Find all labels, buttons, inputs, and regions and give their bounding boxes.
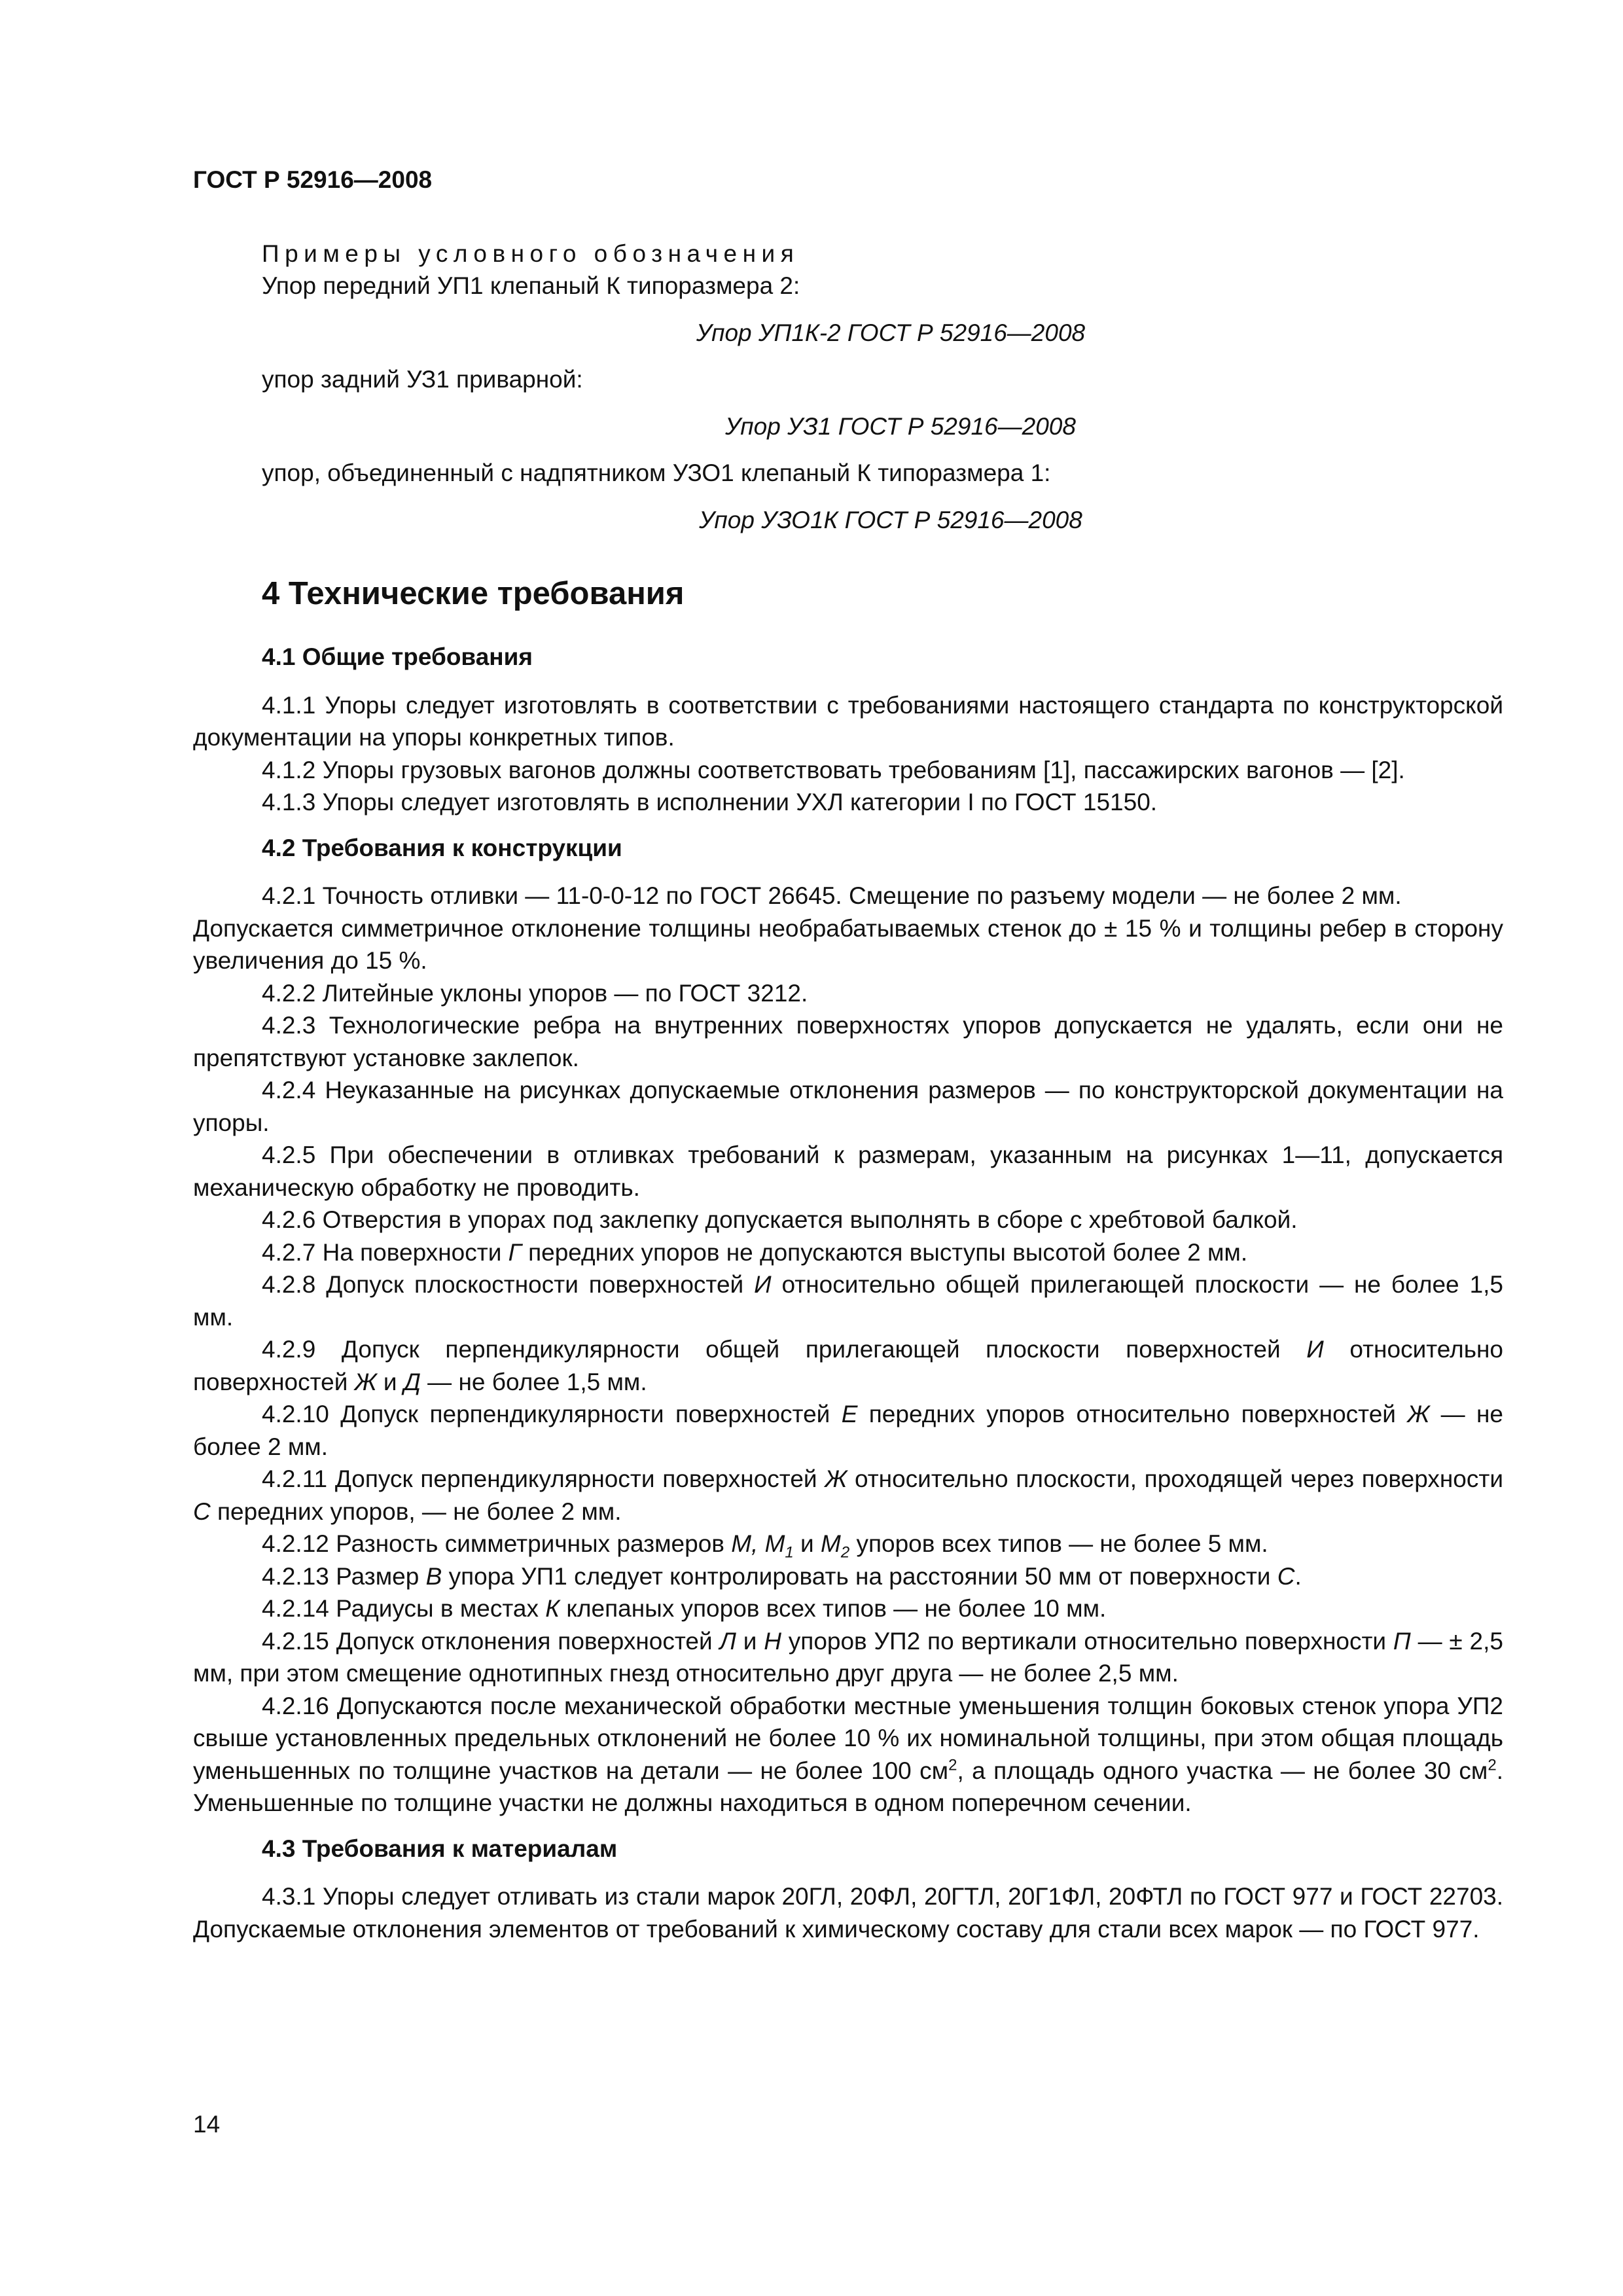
surface-symbol: Е: [841, 1401, 858, 1427]
text-run: передних упоров не допускаются выступы высотой более 2 мм.: [521, 1238, 1248, 1266]
para-4-2-4: 4.2.4 Неуказанные на рисунках допускаемые отклонения размеров — по конструкторской документации на упоры.: [193, 1077, 1503, 1136]
location-symbol: К: [545, 1595, 560, 1622]
dimension-symbol: В: [425, 1562, 442, 1590]
para-4-1-2: 4.1.2 Упоры грузовых вагонов должны соответствовать требованиям [1], пассажирских вагонов — [2].: [262, 756, 1405, 783]
section-4-3-heading: 4.3 Требования к материалам: [262, 1835, 618, 1862]
text-run: 4.2.12 Разность симметричных размеров: [262, 1530, 732, 1557]
surface-symbol: Н: [764, 1627, 781, 1655]
example-code-3: Упор УЗО1К ГОСТ Р 52916—2008: [699, 506, 1082, 533]
para-4-2-5: 4.2.5 При обеспечении в отливках требований к размерам, указанным на рисунках 1—11, допускается механическую обработку не проводить.: [193, 1141, 1503, 1201]
para-4-2-9: [193, 1333, 1503, 1398]
text-run: относительно поверхностей: [193, 1336, 1503, 1395]
text-run: передних упоров относительно поверхностей: [857, 1401, 1408, 1427]
para-4-2-10: [193, 1398, 1503, 1463]
surface-symbol: Ж: [1407, 1401, 1430, 1427]
text-run: — ± 2,5 мм, при этом смещение однотипных гнезд относительно друг друга — не более 2,5 мм.: [193, 1627, 1503, 1687]
text-run: . Уменьшенные по толщине участки не должны находиться в одном поперечном сечении.: [193, 1757, 1503, 1816]
section-4-heading: 4 Технические требования: [262, 576, 685, 611]
para-4-2-1: 4.2.1 Точность отливки — 11-0-0-12 по ГОСТ 26645. Смещение по разъему модели — не более 2 мм.: [262, 882, 1402, 909]
text-run: упора УП1 следует контролировать на расстоянии 50 мм от поверхности: [442, 1562, 1277, 1590]
para-4-2-14: [193, 1592, 1503, 1625]
para-4-2-12: [193, 1528, 1503, 1560]
surface-symbol: Ж: [354, 1368, 377, 1395]
text-run: , а площадь одного участка — не более 30 см: [957, 1757, 1488, 1784]
example-line-1: Упор передний УП1 клепаный К типоразмера 2:: [262, 272, 800, 299]
para-4-2-2: 4.2.2 Литейные уклоны упоров — по ГОСТ 3212.: [262, 979, 808, 1007]
text-run: .: [1294, 1562, 1302, 1590]
text-run: — не более 2 мм.: [193, 1401, 1504, 1460]
para-4-2-8: [193, 1268, 1503, 1333]
document-header: ГОСТ Р 52916—2008: [193, 166, 433, 193]
para-4-2-16: [193, 1690, 1503, 1820]
surface-symbol: Г: [508, 1238, 522, 1266]
subscript: 1: [785, 1543, 794, 1562]
surface-symbol: С: [1277, 1562, 1295, 1590]
text-run: 4.2.7 На поверхности: [262, 1238, 508, 1266]
superscript: 2: [1488, 1756, 1497, 1774]
section-4-2-heading: 4.2 Требования к конструкции: [262, 834, 622, 861]
example-code-1: Упор УП1К-2 ГОСТ Р 52916—2008: [696, 319, 1086, 346]
text-run: 4.2.15 Допуск отклонения поверхностей: [262, 1627, 720, 1655]
surface-symbol: С: [193, 1498, 211, 1525]
surface-symbol: И: [1306, 1336, 1324, 1363]
para-4-2-7: [193, 1236, 1503, 1269]
para-4-3-1: 4.3.1 Упоры следует отливать из стали марок 20ГЛ, 20ФЛ, 20ГТЛ, 20Г1ФЛ, 20ФТЛ по ГОСТ 977 и ГОСТ 22703. Допускаемые отклонения элементов от требований к химическому составу для стали всех марок — по ГОСТ 977.: [193, 1883, 1503, 1943]
subscript: 2: [840, 1543, 850, 1562]
text-run: относительно общей прилегающей плоскости — не более 1,5 мм.: [193, 1271, 1503, 1331]
text-run: 4.2.10 Допуск перпендикулярности поверхностей: [262, 1401, 842, 1427]
text-run: 4.2.14 Радиусы в местах: [262, 1595, 546, 1622]
text-run: 4.2.8 Допуск плоскостности поверхностей: [262, 1271, 755, 1298]
text-run: — не более 1,5 мм.: [420, 1368, 647, 1395]
para-4-2-1-note: Допускается симметричное отклонение толщины необрабатываемых стенок до ± 15 % и толщины ребер в сторону увеличения до 15 %.: [193, 914, 1503, 974]
example-code-2: Упор УЗ1 ГОСТ Р 52916—2008: [725, 412, 1076, 440]
text-run: клепаных упоров всех типов — не более 10 мм.: [560, 1595, 1107, 1622]
document-page: [193, 164, 1503, 1945]
text-run: 4.2.9 Допуск перпендикулярности общей прилегающей плоскости поверхностей: [262, 1336, 1307, 1363]
dimension-symbol: М: [821, 1530, 841, 1557]
para-4-2-13: [193, 1560, 1503, 1593]
surface-symbol: Д: [403, 1368, 421, 1395]
text-run: упоров всех типов — не более 5 мм.: [849, 1530, 1268, 1557]
surface-symbol: Ж: [825, 1465, 847, 1492]
surface-symbol: И: [754, 1271, 772, 1298]
text-run: 4.2.11 Допуск перпендикулярности поверхностей: [262, 1465, 825, 1492]
examples-title: Примеры условного обозначения: [262, 240, 800, 267]
text-run: и: [736, 1627, 764, 1655]
text-run: относительно плоскости, проходящей через поверхности: [847, 1465, 1503, 1492]
text-run: и: [793, 1530, 821, 1557]
dimension-symbol: М, М: [731, 1530, 785, 1557]
text-run: передних упоров, — не более 2 мм.: [210, 1498, 622, 1525]
para-4-2-15: [193, 1625, 1503, 1690]
para-4-1-1: 4.1.1 Упоры следует изготовлять в соответствии с требованиями настоящего стандарта по конструкторской документации на упоры конкретных типов.: [193, 691, 1503, 751]
para-4-2-3: 4.2.3 Технологические ребра на внутренних поверхностях упоров допускается не удалять, если они не препятствуют установке заклепок.: [193, 1012, 1503, 1071]
para-4-1-3: 4.1.3 Упоры следует изготовлять в исполнении УХЛ категории I по ГОСТ 15150.: [262, 789, 1158, 816]
text-run: и: [376, 1368, 404, 1395]
para-4-2-6: 4.2.6 Отверстия в упорах под заклепку допускается выполнять в сборе с хребтовой балкой.: [262, 1206, 1298, 1233]
superscript: 2: [948, 1756, 957, 1774]
example-line-3: упор, объединенный с надпятником УЗО1 клепаный К типоразмера 1:: [262, 459, 1051, 486]
page-number: 14: [193, 2111, 221, 2138]
text-run: упоров УП2 по вертикали относительно поверхности: [781, 1627, 1393, 1655]
text-run: 4.2.13 Размер: [262, 1562, 426, 1590]
text-run: 4.2.16 Допускаются после механической обработки местные уменьшения толщин боковых стенок упора УП2 свыше установленных предельных отклонений не более 10 % их номинальной толщины, при этом общая площадь уменьшенных по толщине участков на детали — не более 100 см: [193, 1692, 1503, 1784]
section-4-1-heading: 4.1 Общие требования: [262, 643, 533, 670]
para-4-2-11: [193, 1463, 1503, 1528]
example-line-2: упор задний УЗ1 приварной:: [262, 366, 583, 393]
surface-symbol: Л: [719, 1627, 736, 1655]
surface-symbol: П: [1393, 1627, 1411, 1655]
